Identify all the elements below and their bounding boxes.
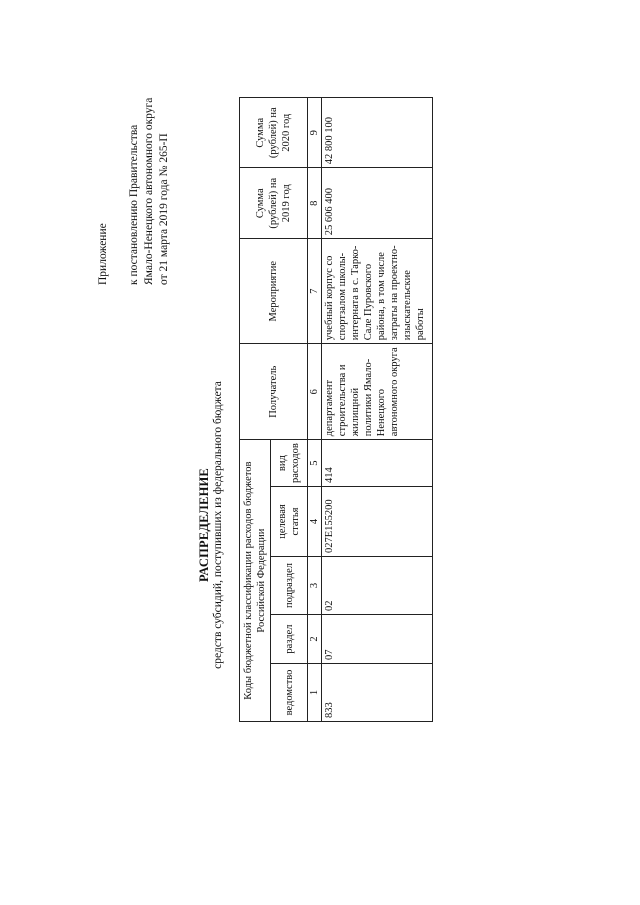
- cell-expense-type: 414: [322, 440, 433, 487]
- appendix-title: Приложение: [97, 223, 109, 285]
- table-row: [322, 98, 433, 722]
- header-subsection: подраздел: [271, 557, 308, 615]
- cell-sum-2020: 42 800 100: [322, 98, 433, 168]
- cell-section: 07: [322, 615, 433, 664]
- header-target-item: целевая статья: [271, 487, 308, 557]
- distribution-table: [239, 97, 433, 722]
- table-number-row: [308, 98, 322, 722]
- column-number: 7: [308, 239, 322, 344]
- column-number: 6: [308, 344, 322, 440]
- cell-subsection: 02: [322, 557, 433, 615]
- header-section: раздел: [271, 615, 308, 664]
- cell-sum-2019: 25 606 400: [322, 168, 433, 239]
- cell-measure: учебный корпус со спортзалом школы-интерната в с. Тарко-Сале Пуровского района, в том числе затраты на проектно-изыскательские работы: [322, 239, 433, 344]
- column-number: 3: [308, 557, 322, 615]
- header-measure: Мероприятие: [240, 239, 308, 344]
- column-number: 1: [308, 664, 322, 722]
- column-number: 4: [308, 487, 322, 557]
- document-subtitle: средств субсидий, поступивших из федерального бюджета: [212, 381, 224, 669]
- header-sum-2019: Сумма (рублей) на 2019 год: [240, 168, 308, 239]
- column-number: 9: [308, 98, 322, 168]
- cell-recipient: департамент строительства и жилищной политики Ямало-Ненецкого автономного округа: [322, 344, 433, 440]
- header-expense-type: вид расходов: [271, 440, 308, 487]
- table-header-row-1: [240, 98, 271, 722]
- header-budget-codes: Коды бюджетной классификации расходов бюджетов Российской Федерации: [240, 440, 271, 722]
- appendix-line-1: к постановлению Правительства: [128, 124, 140, 285]
- header-recipient: Получатель: [240, 344, 308, 440]
- column-number: 8: [308, 168, 322, 239]
- appendix-line-2: Ямало-Ненецкого автономного округа: [143, 97, 155, 285]
- cell-department: 833: [322, 664, 433, 722]
- column-number: 5: [308, 440, 322, 487]
- column-number: 2: [308, 615, 322, 664]
- document-title: РАСПРЕДЕЛЕНИЕ: [197, 468, 211, 582]
- header-sum-2020: Сумма (рублей) на 2020 год: [240, 98, 308, 168]
- cell-target-item: 027E155200: [322, 487, 433, 557]
- appendix-line-3: от 21 марта 2019 года № 265-П: [158, 133, 170, 285]
- header-department: ведомство: [271, 664, 308, 722]
- appendix-block: [96, 55, 172, 285]
